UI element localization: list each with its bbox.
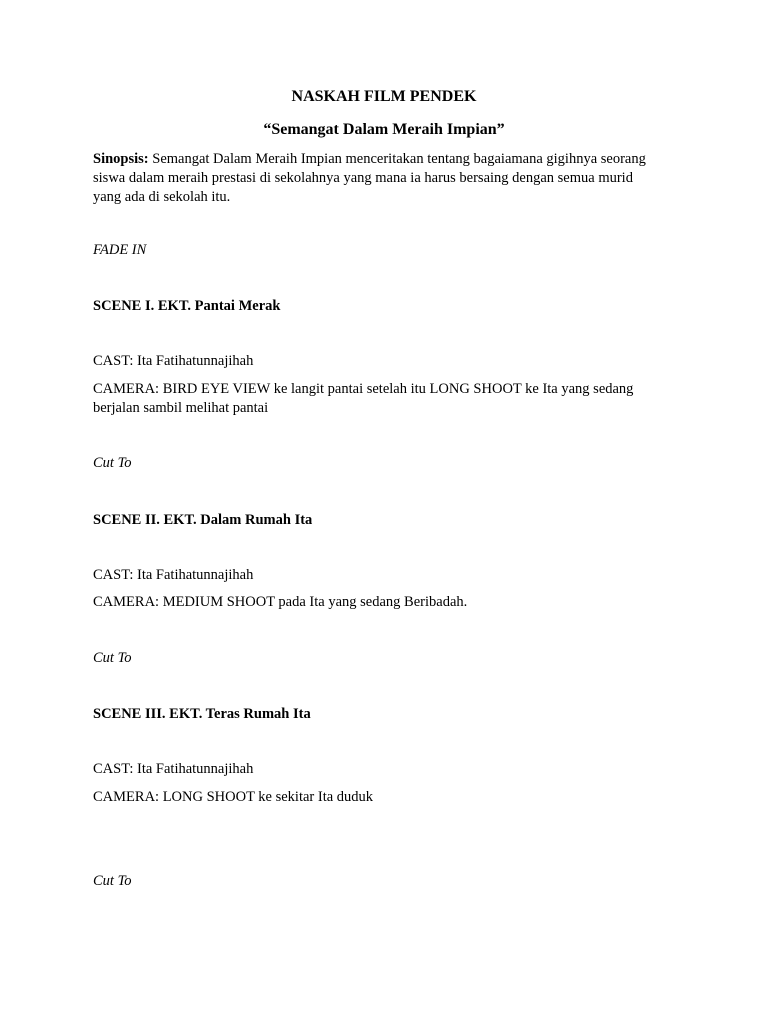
scene-camera-cont: berjalan sambil melihat pantai xyxy=(93,400,269,416)
scene-camera: CAMERA: LONG SHOOT ke sekitar Ita duduk xyxy=(93,789,374,805)
scene-camera: CAMERA: BIRD EYE VIEW ke langit pantai setelah itu LONG SHOOT ke Ita yang sedang xyxy=(93,381,634,397)
synopsis-line-2: siswa dalam meraih prestasi di sekolahnya yang mana ia harus bersaing dengan semua murid xyxy=(93,170,633,186)
scene-transition: Cut To xyxy=(93,455,132,471)
fade-in-transition: FADE IN xyxy=(93,242,147,258)
scene-cast: CAST: Ita Fatihatunnajihah xyxy=(93,761,254,777)
synopsis-text-1: Semangat Dalam Meraih Impian menceritakan tentang bagaiamana gigihnya seorang xyxy=(152,151,646,167)
scene-camera: CAMERA: MEDIUM SHOOT pada Ita yang sedang Beribadah. xyxy=(93,594,468,610)
scene-heading: SCENE III. EKT. Teras Rumah Ita xyxy=(93,706,311,722)
synopsis-line-1 xyxy=(93,149,646,169)
synopsis-label: Sinopsis: xyxy=(93,151,149,167)
scene-heading: SCENE II. EKT. Dalam Rumah Ita xyxy=(93,512,313,528)
scene-cast: CAST: Ita Fatihatunnajihah xyxy=(93,353,254,369)
scene-transition: Cut To xyxy=(93,650,132,666)
scene-cast: CAST: Ita Fatihatunnajihah xyxy=(93,567,254,583)
scene-heading: SCENE I. EKT. Pantai Merak xyxy=(93,298,281,314)
document-title: NASKAH FILM PENDEK xyxy=(291,88,477,105)
document-subtitle: “Semangat Dalam Meraih Impian” xyxy=(263,121,505,138)
scene-transition: Cut To xyxy=(93,873,132,889)
synopsis-line-3: yang ada di sekolah itu. xyxy=(93,189,231,205)
